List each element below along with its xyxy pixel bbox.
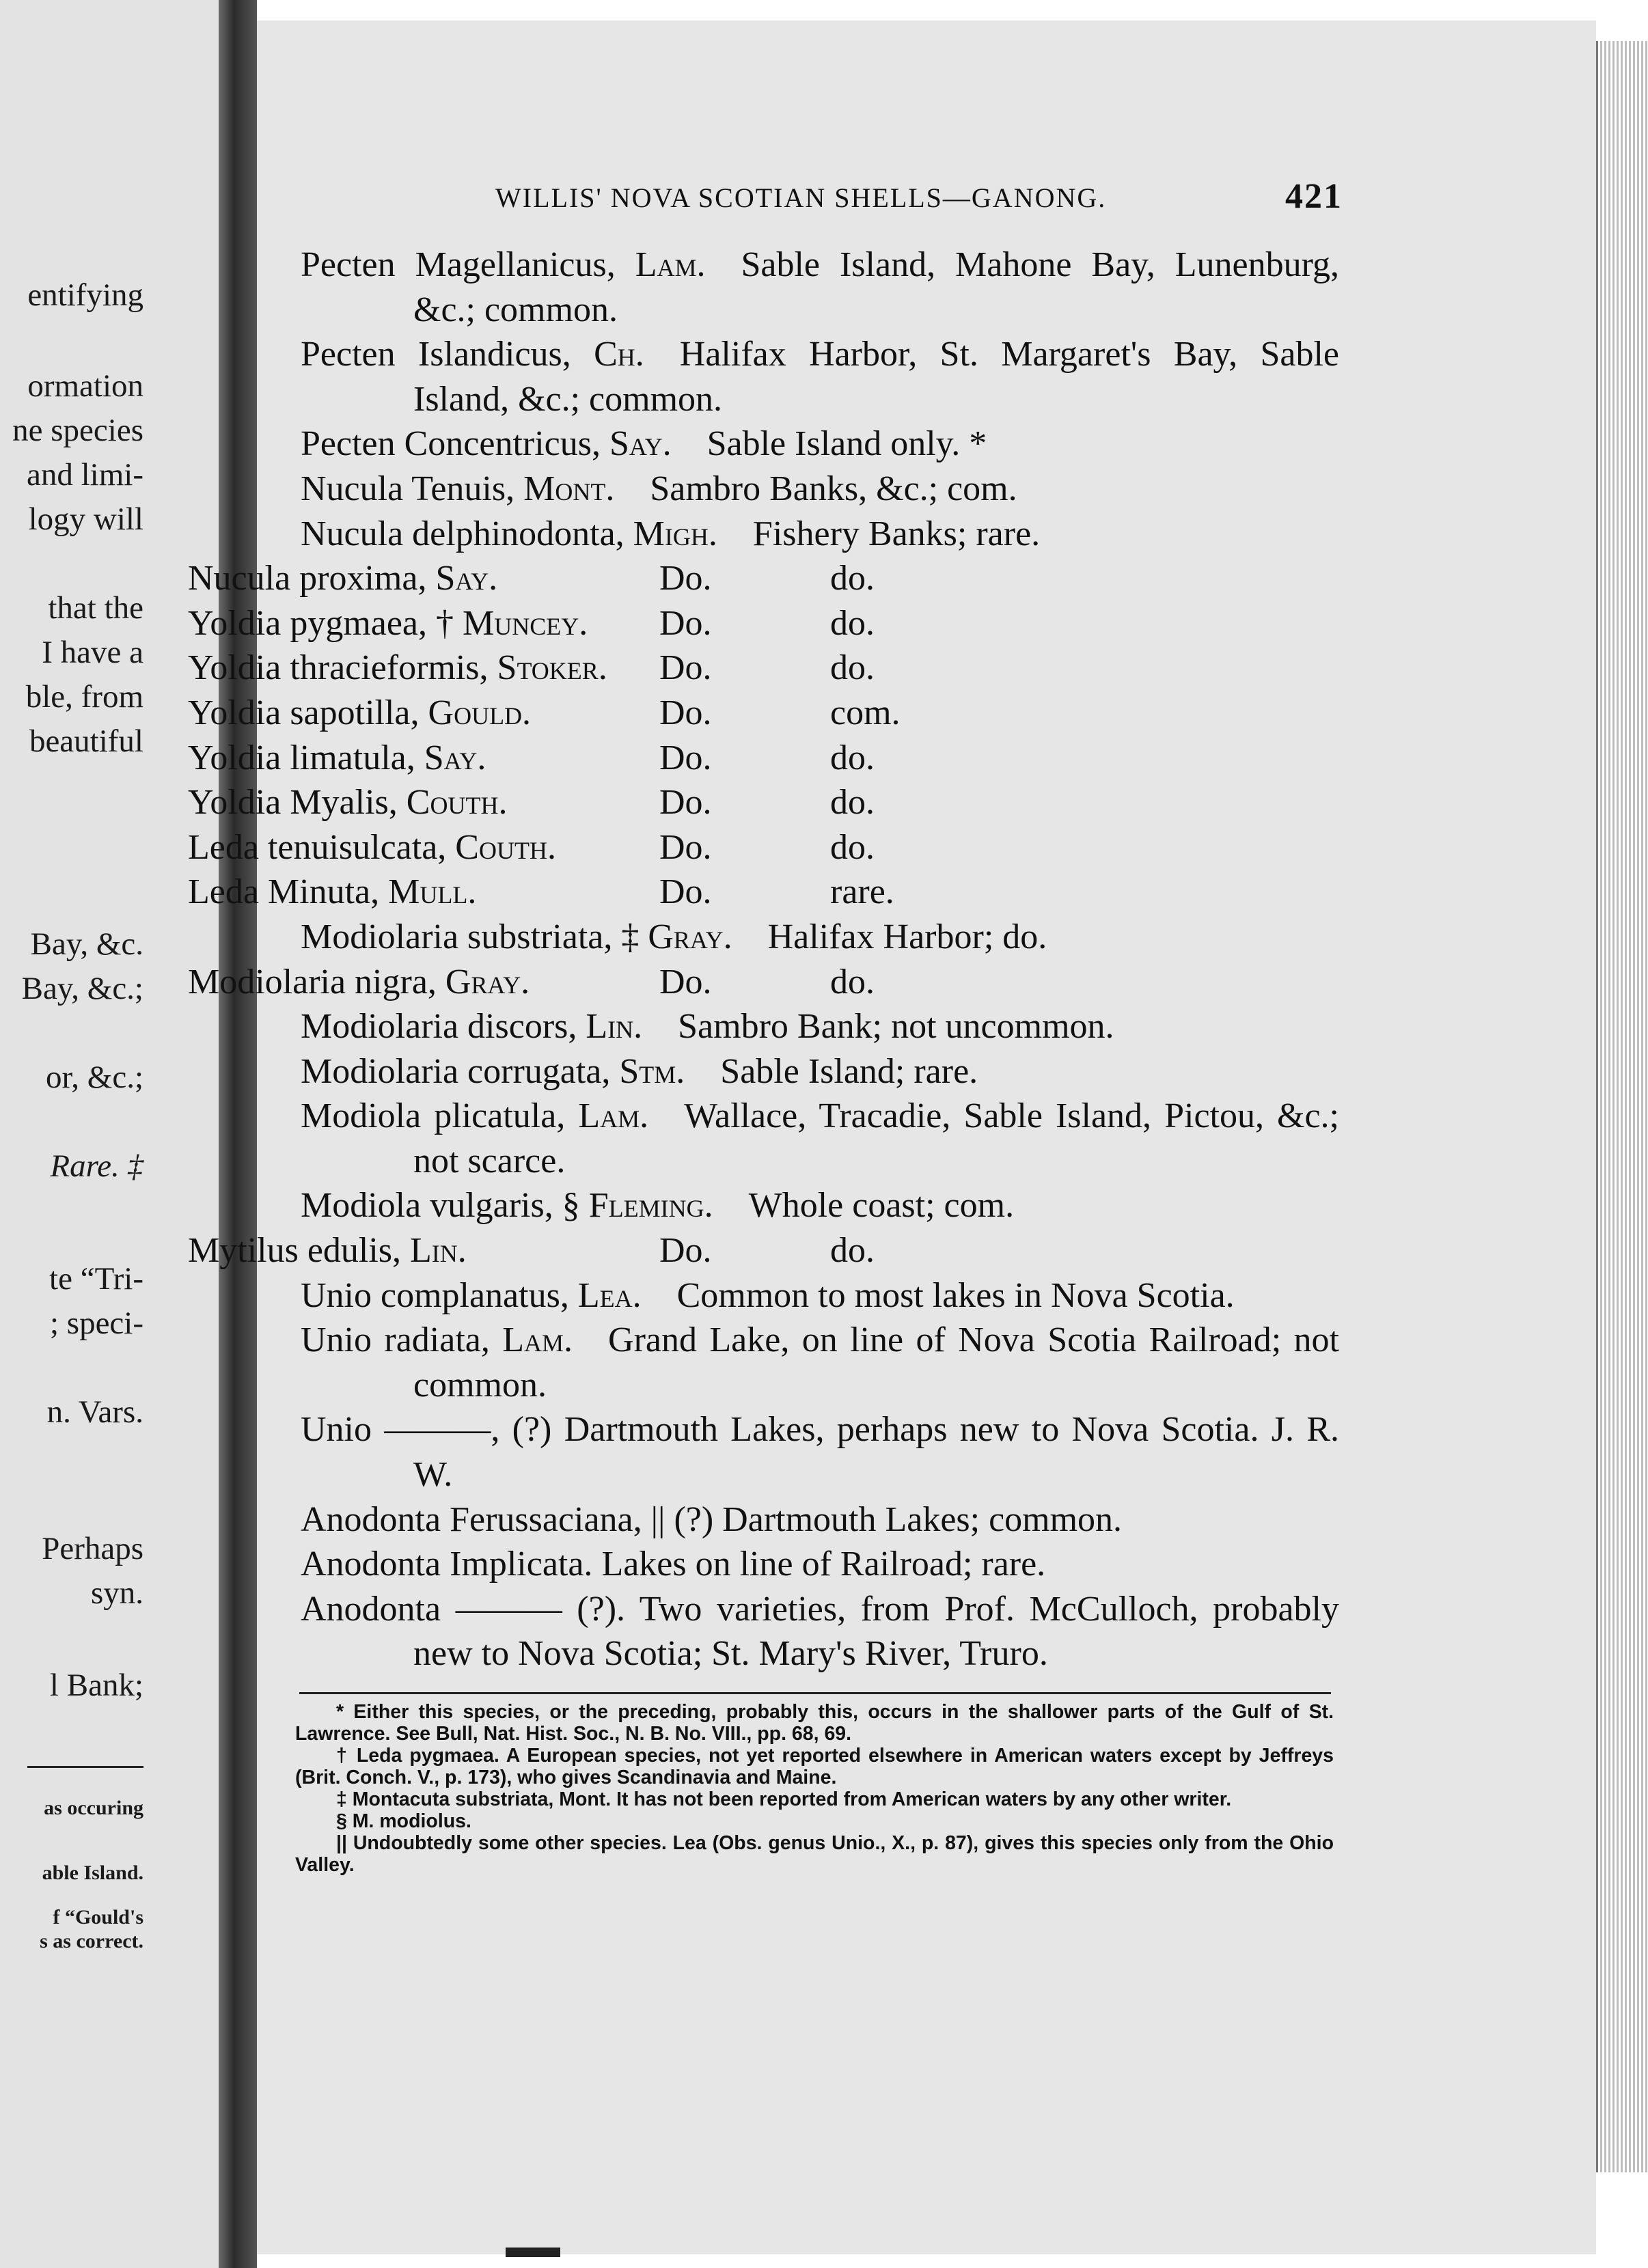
species-entry xyxy=(301,1542,1339,1587)
facing-page-text: ; speci- xyxy=(49,1305,143,1341)
facing-page-rule xyxy=(27,1766,143,1768)
species-entry xyxy=(301,332,1339,421)
footnotes xyxy=(295,1701,1334,1876)
species-locality: Do. xyxy=(659,1231,712,1271)
species-authority: Lam. xyxy=(502,1320,573,1360)
facing-page-text: beautiful xyxy=(29,723,143,759)
species-note: Whole coast; com. xyxy=(748,1186,1015,1226)
species-entry: Yoldia sapotilla, Gould. Do. com. xyxy=(301,691,1339,736)
footnote: † Leda pygmaea. A European species, not yet reported elsewhere in American waters except by Jeffreys (Brit. Conch. V., p. 173), who gives Scandinavia and Maine. xyxy=(295,1745,1334,1788)
species-name: Modiolaria corrugata, xyxy=(301,1051,611,1091)
species-entry: Yoldia limatula, Say. Do. do. xyxy=(301,736,1339,781)
facing-page-footnote: s as correct. xyxy=(40,1930,143,1952)
facing-page-text: ormation xyxy=(27,368,143,404)
species-entry: Yoldia Myalis, Couth. Do. do. xyxy=(301,780,1339,825)
species-name: Unio radiata, xyxy=(301,1320,490,1360)
species-note: (?) Dartmouth Lakes, perhaps new to Nova Scotia. J. R. W. xyxy=(413,1410,1340,1495)
species-authority: Muncey. xyxy=(463,603,588,643)
species-note: (?) Dartmouth Lakes; common. xyxy=(674,1499,1123,1539)
footnote-rule xyxy=(299,1692,1331,1694)
running-header xyxy=(495,176,1343,217)
species-authority: Gray. xyxy=(445,962,530,1001)
species-authority: Stm. xyxy=(619,1051,685,1091)
species-authority: Lam. xyxy=(578,1096,649,1136)
species-authority: Say. xyxy=(424,738,486,777)
facing-page-text: entifying xyxy=(27,277,143,313)
species-name: Modiolaria nigra, xyxy=(188,962,437,1001)
species-note: Fishery Banks; rare. xyxy=(752,514,1041,553)
species-entry: Modiolaria nigra, Gray. Do. do. xyxy=(301,960,1339,1005)
species-note: Halifax Harbor; do. xyxy=(767,917,1047,956)
species-name: Pecten Magellanicus, xyxy=(301,245,616,284)
species-name: Yoldia sapotilla, xyxy=(188,693,420,732)
footnote: || Undoubtedly some other species. Lea (Obs. genus Unio., X., p. 87), gives this species only from the Ohio Valley. xyxy=(295,1832,1334,1876)
species-authority: Couth. xyxy=(406,783,508,822)
facing-page-text: syn. xyxy=(90,1575,143,1611)
running-title: WILLIS' NOVA SCOTIAN SHELLS—GANONG. xyxy=(495,182,1107,213)
species-locality: Do. xyxy=(659,693,712,732)
species-locality: Do. xyxy=(659,827,712,867)
facing-page-footnote: able Island. xyxy=(42,1862,143,1884)
facing-page-text: I have a xyxy=(42,635,143,670)
facing-page-text: l Bank; xyxy=(49,1668,143,1703)
species-name: Yoldia pygmaea, † xyxy=(188,603,454,643)
facing-page-footnote: as occuring xyxy=(44,1797,143,1819)
species-entry xyxy=(301,1183,1339,1228)
species-authority: Say. xyxy=(435,559,498,598)
species-note: Two varieties, from Prof. McCulloch, probably new to Nova Scotia; St. Mary's River, Truro. xyxy=(413,1589,1339,1674)
species-name: Leda tenuisulcata, xyxy=(188,827,447,867)
species-authority: Gould. xyxy=(428,693,532,732)
species-entry: Nucula proxima, Say. Do. do. xyxy=(301,556,1339,601)
species-authority: Lin. xyxy=(410,1231,467,1271)
species-entry xyxy=(301,512,1339,557)
species-authority: Lam. xyxy=(635,245,706,284)
species-entry xyxy=(301,421,1339,467)
footnote: * Either this species, or the preceding, probably this, occurs in the shallower parts of the Gulf of St. Lawrence. See Bull, Nat. Hist. Soc., N. B. No. VIII., pp. 68, 69. xyxy=(295,1701,1334,1745)
book-gutter xyxy=(219,0,257,2268)
species-name: Pecten Concentricus, xyxy=(301,424,601,464)
species-entry xyxy=(301,467,1339,512)
species-entry: Yoldia thracieformis, Stoker. Do. do. xyxy=(301,646,1339,691)
facing-page-text: n. Vars. xyxy=(46,1394,143,1430)
species-name: Anodonta ——— (?). xyxy=(301,1589,626,1629)
species-name: Modiolaria discors, xyxy=(301,1007,577,1047)
species-note: Lakes on line of Railroad; rare. xyxy=(601,1545,1046,1584)
facing-page-text: Rare. ‡ xyxy=(50,1148,143,1184)
species-name: Anodonta Ferussaciana, || xyxy=(301,1499,665,1539)
species-entry xyxy=(301,1004,1339,1049)
species-authority: Stoker. xyxy=(497,648,607,688)
species-authority: Migh. xyxy=(633,514,717,553)
species-entry xyxy=(301,1407,1339,1497)
species-name: Yoldia Myalis, xyxy=(188,783,398,822)
species-locality: Do. xyxy=(659,872,712,912)
species-name: Yoldia thracieformis, xyxy=(188,648,489,688)
species-entry xyxy=(301,1094,1339,1183)
species-entry xyxy=(301,1587,1339,1676)
species-name: Nucula proxima, xyxy=(188,559,427,598)
footnote: § M. modiolus. xyxy=(336,1810,471,1832)
facing-page-fragment xyxy=(0,0,219,2268)
species-name: Modiola plicatula, xyxy=(301,1096,566,1136)
species-note: Halifax Harbor, St. Margaret's Bay, Sable Island, &c.; common. xyxy=(413,335,1340,419)
footnote: ‡ Montacuta substriata, Mont. It has not been reported from American waters by any other writer. xyxy=(336,1788,1232,1810)
species-name: Nucula delphinodonta, xyxy=(301,514,624,553)
page-edges xyxy=(1596,41,1648,2172)
species-name: Yoldia limatula, xyxy=(188,738,415,777)
page-number: 421 xyxy=(1285,177,1343,216)
species-entry xyxy=(301,1049,1339,1094)
facing-page-text: ble, from xyxy=(25,679,143,715)
species-name: Nucula Tenuis, xyxy=(301,469,515,508)
species-entry xyxy=(301,915,1339,960)
species-entry: Leda tenuisulcata, Couth. Do. do. xyxy=(301,825,1339,870)
facing-page-text: logy will xyxy=(28,501,143,537)
species-note: Grand Lake, on line of Nova Scotia Railroad; not common. xyxy=(413,1320,1339,1405)
facing-page-text: te “Tri- xyxy=(49,1261,143,1297)
species-note: Sable Island; rare. xyxy=(720,1051,978,1091)
species-locality: Do. xyxy=(659,603,712,643)
species-entry xyxy=(301,1273,1339,1318)
species-authority: Mont. xyxy=(523,469,615,508)
species-authority: Ch. xyxy=(594,335,644,374)
facing-page-text: that the xyxy=(48,590,143,626)
species-name: Modiola vulgaris, § xyxy=(301,1186,580,1226)
species-entry: Yoldia pygmaea, † Muncey. Do. do. xyxy=(301,601,1339,646)
species-authority: Lin. xyxy=(586,1007,643,1047)
facing-page-text: Bay, &c. xyxy=(30,926,143,962)
species-authority: Fleming. xyxy=(588,1186,713,1226)
species-locality: Do. xyxy=(659,738,712,777)
species-name: Unio ———, xyxy=(301,1410,500,1450)
facing-page-text: Perhaps xyxy=(42,1531,143,1566)
species-locality: Do. xyxy=(659,962,712,1001)
species-entry: Mytilus edulis, Lin. Do. do. xyxy=(301,1228,1339,1273)
species-locality: Do. xyxy=(659,559,712,598)
species-entry xyxy=(301,1318,1339,1407)
species-entry: Leda Minuta, Mull. Do. rare. xyxy=(301,870,1339,915)
species-list xyxy=(188,243,1340,1676)
scan-mark xyxy=(506,2248,560,2257)
species-name: Pecten Islandicus, xyxy=(301,335,571,374)
species-note: Sambro Bank; not uncommon. xyxy=(678,1007,1114,1047)
species-name: Modiolaria substriata, ‡ xyxy=(301,917,640,956)
species-authority: Couth. xyxy=(455,827,556,867)
species-name: Mytilus edulis, xyxy=(188,1231,402,1271)
species-locality: Do. xyxy=(659,783,712,822)
species-locality: Do. xyxy=(659,648,712,688)
species-authority: Say. xyxy=(609,424,672,464)
species-entry xyxy=(301,243,1339,332)
facing-page-text: ne species xyxy=(12,413,143,448)
facing-page-text: or, &c.; xyxy=(46,1060,143,1095)
facing-page-footnote: f “Gould's xyxy=(53,1906,143,1928)
species-name: Unio complanatus, xyxy=(301,1275,569,1315)
species-name: Leda Minuta, xyxy=(188,872,380,912)
species-authority: Mull. xyxy=(388,872,477,912)
species-note: Sambro Banks, &c.; com. xyxy=(650,469,1017,508)
facing-page-text: Bay, &c.; xyxy=(21,971,143,1006)
species-name: Anodonta Implicata. xyxy=(301,1545,593,1584)
facing-page-text: and limi- xyxy=(27,457,143,493)
species-note: Sable Island only. * xyxy=(706,424,987,464)
species-authority: Gray. xyxy=(648,917,732,956)
species-authority: Lea. xyxy=(577,1275,642,1315)
species-note: Wallace, Tracadie, Sable Island, Pictou, &c.; not scarce. xyxy=(413,1096,1339,1180)
species-note: Common to most lakes in Nova Scotia. xyxy=(676,1275,1235,1315)
species-entry xyxy=(301,1497,1339,1543)
species-note: Sable Island, Mahone Bay, Lunenburg, &c.; common. xyxy=(413,245,1339,329)
